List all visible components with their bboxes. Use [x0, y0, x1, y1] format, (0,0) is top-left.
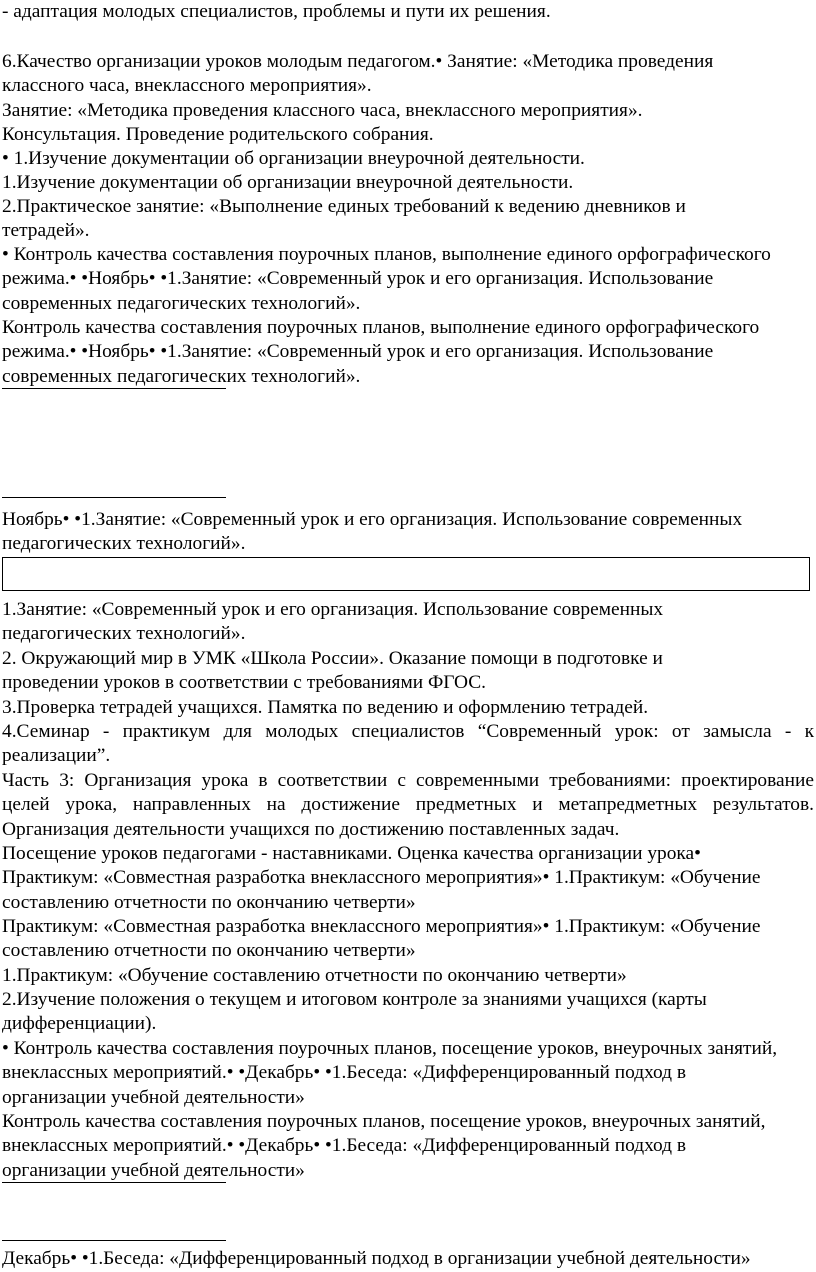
- paragraph: 1.Занятие: «Современный урок и его организация. Использование современных педагогических технологий».: [2, 599, 664, 645]
- footnote-separator: [2, 497, 226, 498]
- paragraph: - адаптация молодых специалистов, проблемы и пути их решения.: [2, 1, 551, 22]
- footnote-separator: [2, 1240, 226, 1241]
- paragraph: Практикум: «Совместная разработка внеклассного мероприятия»• 1.Практикум: «Обучение составлению отчетности по окончанию четверти»: [2, 916, 761, 962]
- paragraph: 3.Проверка тетрадей учащихся. Памятка по ведению и оформлению тетрадей.: [2, 697, 649, 718]
- paragraph: 6.Качество организации уроков молодым педагогом.• Занятие: «Методика проведения классного часа, внеклассного мероприятия».: [2, 51, 714, 97]
- paragraph: • Контроль качества составления поурочных планов, посещение уроков, внеурочных занятий, внеклассных мероприятий.• •Декабрь• •1.Беседа: «Дифференцированный подход в организации учебной деятельности»: [2, 1038, 778, 1108]
- paragraph: Занятие: «Методика проведения классного часа, внеклассного мероприятия».: [2, 100, 643, 121]
- paragraph: 2. Окружающий мир в УМК «Школа России». Оказание помощи в подготовке и проведении уроков в соответствии с требованиями ФГОС.: [2, 648, 663, 694]
- paragraph: Часть 3: Организация урока в соответствии с современными требованиями: проектирование целей урока, направленных на достижение предметных и метапредметных результатов. Организация деятельности учащихся по достижению поставленных задач.: [2, 770, 814, 840]
- footnote: Декабрь• •1.Беседа: «Дифференцированный подход в организации учебной деятельности»: [2, 1248, 751, 1269]
- paragraph: Контроль качества составления поурочных планов, выполнение единого орфографического режима.• •Ноябрь• •1.Занятие: «Современный урок и его организация. Использование современных педагогических технологий».: [2, 317, 760, 387]
- paragraph: • 1.Изучение документации об организации внеурочной деятельности.: [2, 148, 585, 169]
- paragraph: 4.Семинар - практикум для молодых специалистов “Современный урок: от замысла - к реализации”.: [2, 721, 814, 767]
- paragraph: 2.Практическое занятие: «Выполнение единых требований к ведению дневников и тетрадей».: [2, 196, 686, 242]
- paragraph: 1.Изучение документации об организации внеурочной деятельности.: [2, 172, 574, 193]
- footnote: Ноябрь• •1.Занятие: «Современный урок и его организация. Использование современных педагогических технологий».: [2, 509, 743, 555]
- paragraph: Консультация. Проведение родительского собрания.: [2, 124, 434, 145]
- paragraph: Контроль качества составления поурочных планов, посещение уроков, внеурочных занятий, внеклассных мероприятий.• •Декабрь• •1.Беседа: «Дифференцированный подход в организации учебной деятельности»: [2, 1111, 766, 1181]
- footnote-separator: [2, 388, 226, 389]
- paragraph: • Контроль качества составления поурочных планов, выполнение единого орфографического режима.• •Ноябрь• •1.Занятие: «Современный урок и его организация. Использование современных педагогических технологий».: [2, 244, 771, 314]
- paragraph: Посещение уроков педагогами - наставниками. Оценка качества организации урока• Практикум: «Совместная разработка внеклассного мероприятия»• 1.Практикум: «Обучение составлению отчетности по окончанию четверти»: [2, 843, 761, 913]
- empty-frame: [2, 557, 810, 591]
- footnote-separator: [2, 1182, 226, 1183]
- paragraph: 2.Изучение положения о текущем и итоговом контроле за знаниями учащихся (карты дифференциации).: [2, 989, 707, 1035]
- paragraph: 1.Практикум: «Обучение составлению отчетности по окончанию четверти»: [2, 965, 627, 986]
